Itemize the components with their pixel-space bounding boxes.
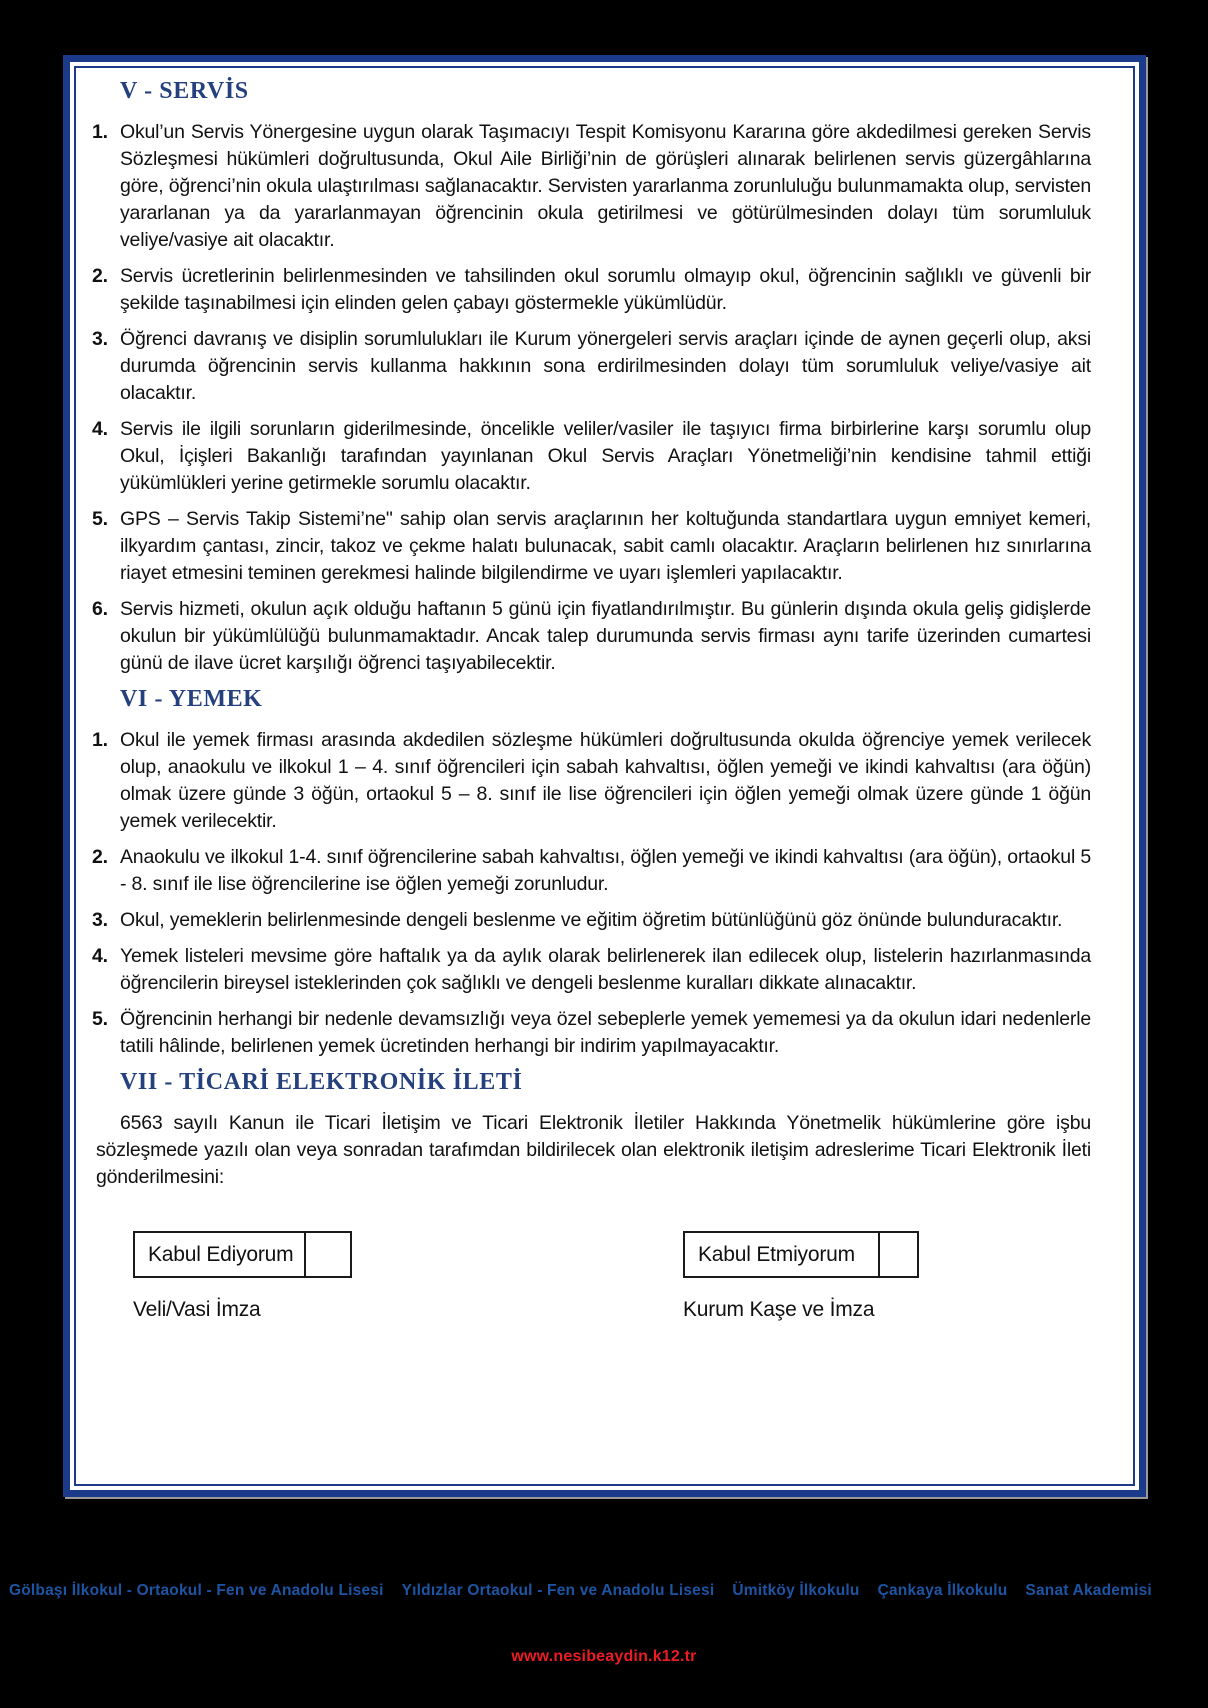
servis-clause-5 xyxy=(92,506,1091,587)
clause-text: Okul, yemeklerin belirlenmesinde dengeli beslenme ve eğitim öğretim bütünlüğünü göz önünde bulunduracaktır. xyxy=(120,909,1063,931)
clause-number: 4. xyxy=(92,945,108,967)
servis-clause-2 xyxy=(92,263,1091,317)
yemek-clause-4 xyxy=(92,943,1091,997)
footer-school-cankaya: Çankaya İlkokulu xyxy=(877,1582,1008,1599)
kabul-etmiyorum-checkbox[interactable] xyxy=(880,1233,917,1276)
servis-clause-1 xyxy=(92,119,1091,254)
clause-number: 6. xyxy=(92,598,108,620)
kabul-ediyorum-label: Kabul Ediyorum xyxy=(135,1233,306,1276)
page-content xyxy=(74,66,1135,1486)
servis-clause-4 xyxy=(92,416,1091,497)
ticari-ileti-paragraph: 6563 sayılı Kanun ile Ticari İletişim ve Ticari Elektronik İletiler Hakkında Yönetmelik hükümlerine göre işbu sözleşmede yazılı olan veya sonradan tarafımdan bildirilecek olan elektronik iletişim adreslerime Ticari Elektronik İleti gönderilmesini: xyxy=(96,1112,1091,1188)
footer-school-umitkoy: Ümitköy İlkokulu xyxy=(732,1582,860,1599)
section-heading-ticari-elektronik-ileti: VII - TİCARİ ELEKTRONİK İLETİ xyxy=(120,1069,523,1095)
signature-row xyxy=(96,1298,1091,1328)
clause-number: 5. xyxy=(92,1008,108,1030)
yemek-clause-5 xyxy=(92,1006,1091,1060)
clause-number: 1. xyxy=(92,729,108,751)
clause-text: Okul ile yemek firması arasında akdedilen sözleşme hükümleri doğrultusunda okulda öğrenciye yemek verilecek olup, anaokulu ve ilkokul 1 – 4. sınıf öğrencileri için sabah kahvaltısı, öğlen yemeği ve ikindi kahvaltısı (ara öğün) olmak üzere günde 3 öğün, ortaokul 5 – 8. sınıf ile lise öğrencileri için öğlen yemeği olmak üzere günde 1 öğün yemek verilecektir. xyxy=(120,729,1091,832)
servis-clause-3 xyxy=(92,326,1091,407)
kabul-etmiyorum-label: Kabul Etmiyorum xyxy=(685,1233,880,1276)
yemek-clause-3 xyxy=(92,907,1091,934)
footer-school-sanat-akademisi: Sanat Akademisi xyxy=(1025,1582,1152,1599)
kabul-ediyorum-checkbox[interactable] xyxy=(306,1233,350,1276)
consent-row xyxy=(96,1231,1091,1279)
footer-school-yildizlar: Yıldızlar Ortaokul - Fen ve Anadolu Lisesi xyxy=(401,1582,715,1599)
clause-number: 1. xyxy=(92,121,108,143)
clause-number: 2. xyxy=(92,265,108,287)
document-page xyxy=(63,55,1146,1497)
yemek-clause-2 xyxy=(92,844,1091,898)
clause-text: Öğrencinin herhangi bir nedenle devamsızlığı veya özel sebeplerle yemek yememesi ya da okulun idari nedenlerle tatili hâlinde, belirlenen yemek ücretinden herhangi bir indirim yapılmayacaktır. xyxy=(120,1008,1091,1057)
section-heading-yemek: VI - YEMEK xyxy=(120,686,263,712)
kabul-etmiyorum-box xyxy=(683,1231,919,1278)
kurum-kase-imza-label: Kurum Kaşe ve İmza xyxy=(683,1298,875,1321)
clause-text: Anaokulu ve ilkokul 1-4. sınıf öğrencilerine sabah kahvaltısı, öğlen yemeği ve ikindi kahvaltısı (ara öğün), ortaokul 5 - 8. sınıf ile lise öğrencilerine ise öğlen yemeği zorunludur. xyxy=(120,846,1091,895)
servis-clause-list xyxy=(92,119,1091,677)
clause-text: Okul’un Servis Yönergesine uygun olarak Taşımacıyı Tespit Komisyonu Kararına göre akdedilmesi gereken Servis Sözleşmesi hükümleri doğrultusunda, Okul Aile Birliği’nin de görüşleri alınarak belirlenen servis güzergâhlarına göre, öğrenci’nin okula ulaştırılması sağlanacaktır. Servisten yararlanma zorunluluğu bulunmamakta olup, servisten yararlanan ya da yararlanmayan öğrencinin okula getirilmesi ve götürülmesinden dolayı tüm sorumluluk veliye/vasiye ait olacaktır. xyxy=(120,121,1091,251)
section-heading-servis: V - SERVİS xyxy=(120,78,249,104)
servis-clause-6 xyxy=(92,596,1091,677)
yemek-clause-list xyxy=(92,727,1091,1060)
footer-school-golbasi: Gölbaşı İlkokul - Ortaokul - Fen ve Anadolu Lisesi xyxy=(9,1582,384,1599)
yemek-clause-1 xyxy=(92,727,1091,835)
clause-text: Servis hizmeti, okulun açık olduğu haftanın 5 günü için fiyatlandırılmıştır. Bu günlerin dışında okula geliş gidişlerde okulun bir yükümlülüğü bulunmamaktadır. Ancak talep durumunda servis firması aynı tarife üzerinden cumartesi günü de ilave ücret karşılığı öğrenci taşıyabilecektir. xyxy=(120,598,1091,674)
clause-number: 5. xyxy=(92,508,108,530)
clause-number: 2. xyxy=(92,846,108,868)
clause-text: Servis ile ilgili sorunların giderilmesinde, öncelikle veliler/vasiler ile taşıyıcı firma birbirlerine karşı sorumlu olup Okul, İçişleri Bakanlığı tarafından yayınlanan Okul Servis Araçları Yönetmeliği’nin kendisine tahmil ettiği yükümlükleri yerine getirmekle sorumlu olacaktır. xyxy=(120,418,1091,494)
veli-vasi-imza-label: Veli/Vasi İmza xyxy=(133,1298,261,1321)
clause-text: Yemek listeleri mevsime göre haftalık ya da aylık olarak belirlenerek ilan edilecek olup, listelerin hazırlanmasında öğrencilerin bireysel isteklerinden çok sağlıklı ve dengeli beslenme kuralları dikkate alınacaktır. xyxy=(120,945,1091,994)
clause-number: 3. xyxy=(92,909,108,931)
clause-text: GPS – Servis Takip Sistemi’ne" sahip olan servis araçlarının her koltuğunda standartlara uygun emniyet kemeri, ilkyardım çantası, zincir, takoz ve çekme halatı bulunacak, sabit camlı olacaktır. Araçların belirlenen hız sınırlarına riayet etmesini teminen gerekmesi halinde bilgilendirme ve uyarı işlemleri yapılacaktır. xyxy=(120,508,1091,584)
clause-text: Öğrenci davranış ve disiplin sorumlulukları ile Kurum yönergeleri servis araçları içinde de aynen geçerli olup, aksi durumda öğrencinin servis kullanma hakkının sona erdirilmesinden dolayı tüm sorumluluk veliye/vasiye ait olacaktır. xyxy=(120,328,1091,404)
website-url: www.nesibeaydin.k12.tr xyxy=(511,1648,697,1665)
clause-text: Servis ücretlerinin belirlenmesinden ve tahsilinden okul sorumlu olmayıp okul, öğrencinin sağlıklı ve güvenli bir şekilde taşınabilmesi için elinden gelen çabayı göstermekle yükümlüdür. xyxy=(120,265,1091,314)
clause-number: 4. xyxy=(92,418,108,440)
clause-number: 3. xyxy=(92,328,108,350)
footer-school-list xyxy=(0,1582,1152,1600)
kabul-ediyorum-box xyxy=(133,1231,352,1278)
